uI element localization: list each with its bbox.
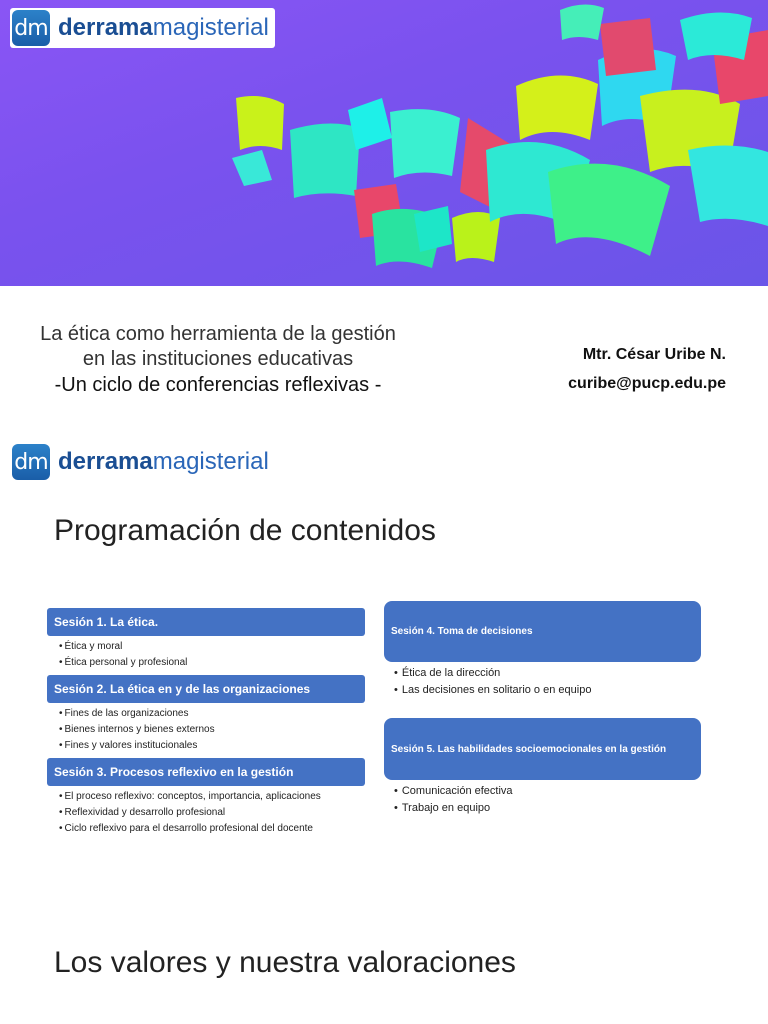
cover-subtitle: -Un ciclo de conferencias reflexivas - (54, 374, 382, 396)
values-heading: Los valores y nuestra valoraciones (54, 946, 516, 979)
list-item: • Ética personal y profesional (59, 655, 365, 671)
brand-wordmark (58, 14, 269, 42)
session-5-items (384, 780, 701, 817)
sessions-left-column (47, 608, 365, 841)
brand-name-bold: derrama (58, 14, 153, 41)
brand-name-light: magisterial (152, 448, 269, 475)
list-item: • Ética y moral (59, 639, 365, 655)
list-item: • Bienes internos y bienes externos (59, 722, 365, 738)
program-heading: Programación de contenidos (54, 514, 436, 547)
list-item: • Las decisiones en solitario o en equipo (394, 682, 701, 699)
session-5-block (384, 718, 701, 817)
dm-logo-icon: dm (12, 444, 50, 480)
author-name: Mtr. César Uribe N. (582, 346, 726, 363)
cover-title-block (0, 322, 436, 398)
list-item: • Ética de la dirección (394, 665, 701, 682)
list-item: • Trabajo en equipo (394, 800, 701, 817)
brand-name-bold: derrama (58, 448, 153, 475)
brand-name-light: magisterial (152, 14, 269, 41)
session-2-items (47, 703, 365, 758)
session-4-title: Sesión 4. Toma de decisiones (384, 601, 701, 662)
list-item: • Comunicación efectiva (394, 783, 701, 800)
session-2-title: Sesión 2. La ética en y de las organizaciones (47, 675, 365, 703)
cover-title-line-2: en las instituciones educativas (82, 348, 354, 370)
session-5-title: Sesión 5. Las habilidades socioemocionales en la gestión (384, 718, 701, 780)
list-item: • Ciclo reflexivo para el desarrollo profesional del docente (59, 821, 365, 837)
list-item: • Fines y valores institucionales (59, 738, 365, 754)
list-item: • Fines de las organizaciones (59, 706, 365, 722)
list-item: • Reflexividad y desarrollo profesional (59, 805, 365, 821)
session-3-items (47, 786, 365, 841)
author-block (568, 340, 726, 398)
brand-wordmark (58, 448, 269, 476)
author-email: curibe@pucp.edu.pe (568, 375, 726, 392)
session-1-items (47, 636, 365, 675)
session-4-items (384, 662, 701, 699)
brand-logo-slide2 (12, 444, 269, 480)
list-item: • El proceso reflexivo: conceptos, importancia, aplicaciones (59, 789, 365, 805)
session-1-title: Sesión 1. La ética. (47, 608, 365, 636)
session-4-block (384, 601, 701, 699)
session-3-title: Sesión 3. Procesos reflexivo en la gestión (47, 758, 365, 786)
brand-logo-top (10, 8, 275, 48)
dm-logo-icon: dm (12, 10, 50, 46)
cover-title-line-1: La ética como herramienta de la gestión (40, 323, 396, 345)
